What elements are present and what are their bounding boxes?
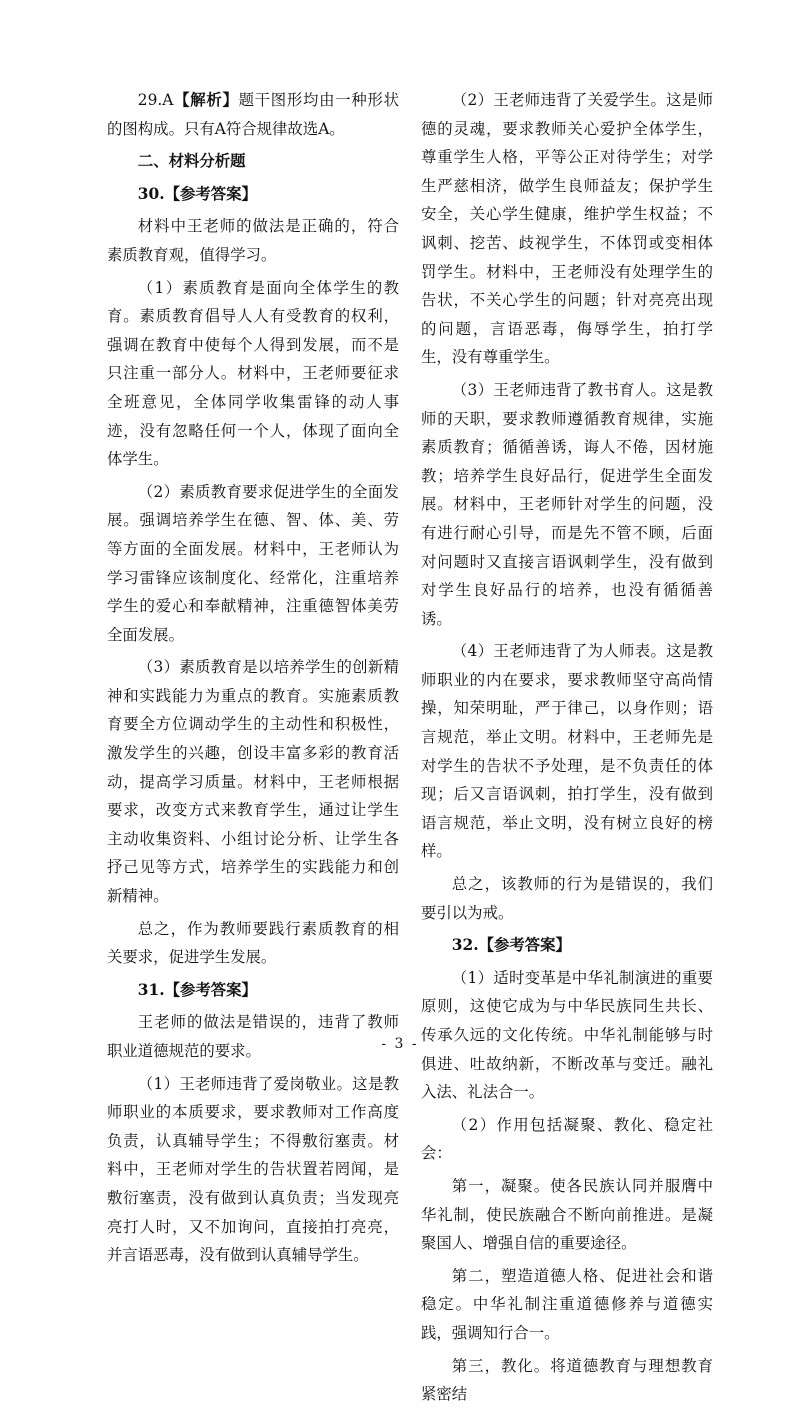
- q31-paragraph: 总之，该教师的行为是错误的，我们要引以为戒。: [421, 875, 713, 922]
- q32-paragraph: （2）作用包括凝聚、教化、稳定社会：: [421, 1115, 713, 1163]
- q30-paragraph: （2）素质教育要求促进学生的全面发展。强调培养学生在德、智、体、美、劳等方面的全面发展。材料中，王老师认为学习雷锋应该制度化、经常化，注重培养学生的爱心和奉献精神，注重德智体美劳全面发展。: [107, 482, 399, 644]
- q31-paragraph: （3）王老师违背了教书育人。这是教师的天职，要求教师遵循教育规律，实施素质教育；循循善诱，诲人不倦，因材施教；培养学生良好品行，促进学生全面发展。材料中，王老师针对学生的问题，没有进行耐心引导，而是先不管不顾，后面对问题时又直接言语讽刺学生，没有做到对学生良好品行的培养，也没有循循善诱。: [421, 380, 713, 628]
- q29-number: 29.A: [137, 91, 174, 109]
- q30-paragraph: （1）素质教育是面向全体学生的教育。素质教育倡导人人有受教育的权利，强调在教育中使每个人得到发展，而不是只注重一部分人。材料中，王老师要征求全班意见，全体同学收集雷锋的动人事迹，没有忽略任何一个人，体现了面向全体学生。: [107, 278, 399, 469]
- q32-heading: 32.【参考答案】: [451, 936, 571, 955]
- right-column: [421, 86, 713, 1413]
- page-number: - 3 -: [381, 1036, 419, 1052]
- left-column: [107, 86, 399, 1274]
- q30-paragraph: 总之，作为教师要践行素质教育的相关要求，促进学生发展。: [107, 919, 399, 967]
- q31-paragraph: （2）王老师违背了关爱学生。这是师德的灵魂，要求教师关心爱护全体学生，尊重学生人格，平等公正对待学生；对学生严慈相济，做学生良师益友；保护学生安全，关心学生健康，维护学生权益；不讽刺、挖苦、歧视学生，不体罚或变相体罚学生。材料中，王老师没有处理学生的告状，不关心学生的问题；针对亮亮出现的问题，言语恶毒，侮辱学生，拍打学生，没有尊重学生。: [421, 91, 713, 367]
- q29-text: 题干图形均由一种形状的图构成。只有A符合规律故选A。: [107, 91, 399, 138]
- q32-paragraph: 第一，凝聚。使各民族认同并服膺中华礼制，使民族融合不断向前推进。是凝聚国人、增强自信的重要途径。: [421, 1176, 713, 1253]
- q29-answer: [107, 86, 399, 143]
- q30-heading: 30.【参考答案】: [137, 184, 257, 203]
- q31-paragraph: （1）王老师违背了爱岗敬业。这是教师职业的本质要求，要求教师对工作高度负责，认真辅导学生；不得敷衍塞责。材料中，王老师对学生的告状置若罔闻，是敷衍塞责，没有做到认真负责；当发现亮亮打人时，又不加询问，直接拍打亮亮，并言语恶毒，没有做到认真辅导学生。: [107, 1074, 399, 1265]
- q31-paragraph: 王老师的做法是错误的，违背了教师职业道德规范的要求。: [107, 1013, 399, 1060]
- q32-paragraph: （1）适时变革是中华礼制演进的重要原则，这使它成为与中华民族同生共长、传承久远的文化传统。中华礼制能够与时俱进、吐故纳新，不断改革与变迁。融礼入法、礼法合一。: [421, 968, 713, 1102]
- q31-heading: 31.【参考答案】: [137, 980, 257, 999]
- q30-paragraph: 材料中王老师的做法是正确的，符合素质教育观，值得学习。: [107, 217, 399, 264]
- q29-tag: 【解析】: [173, 91, 239, 109]
- q30-paragraph: （3）素质教育是以培养学生的创新精神和实践能力为重点的教育。实施素质教育要全方位调动学生的主动性和积极性，激发学生的兴趣，创设丰富多彩的教育活动，提高学习质量。材料中，王老师根据要求，改变方式来教育学生，通过让学生主动收集资料、小组讨论分析、让学生各抒己见等方式，培养学生的实践能力和创新精神。: [107, 658, 399, 906]
- q31-paragraph: （4）王老师违背了为人师表。这是教师职业的内在要求，要求教师坚守高尚情操，知荣明耻，严于律己，以身作则；语言规范，举止文明。材料中，王老师先是对学生的告状不予处理，是不负责任的体现；后又言语讽刺，拍打学生，没有做到语言规范，举止文明，没有树立良好的榜样。: [421, 642, 713, 861]
- section-title: 二、材料分析题: [137, 152, 246, 171]
- q32-paragraph: 第二，塑造道德人格、促进社会和谐稳定。中华礼制注重道德修养与道德实践，强调知行合一。: [421, 1266, 713, 1342]
- q32-paragraph: 第三，教化。将道德教育与理想教育紧密结: [421, 1356, 713, 1404]
